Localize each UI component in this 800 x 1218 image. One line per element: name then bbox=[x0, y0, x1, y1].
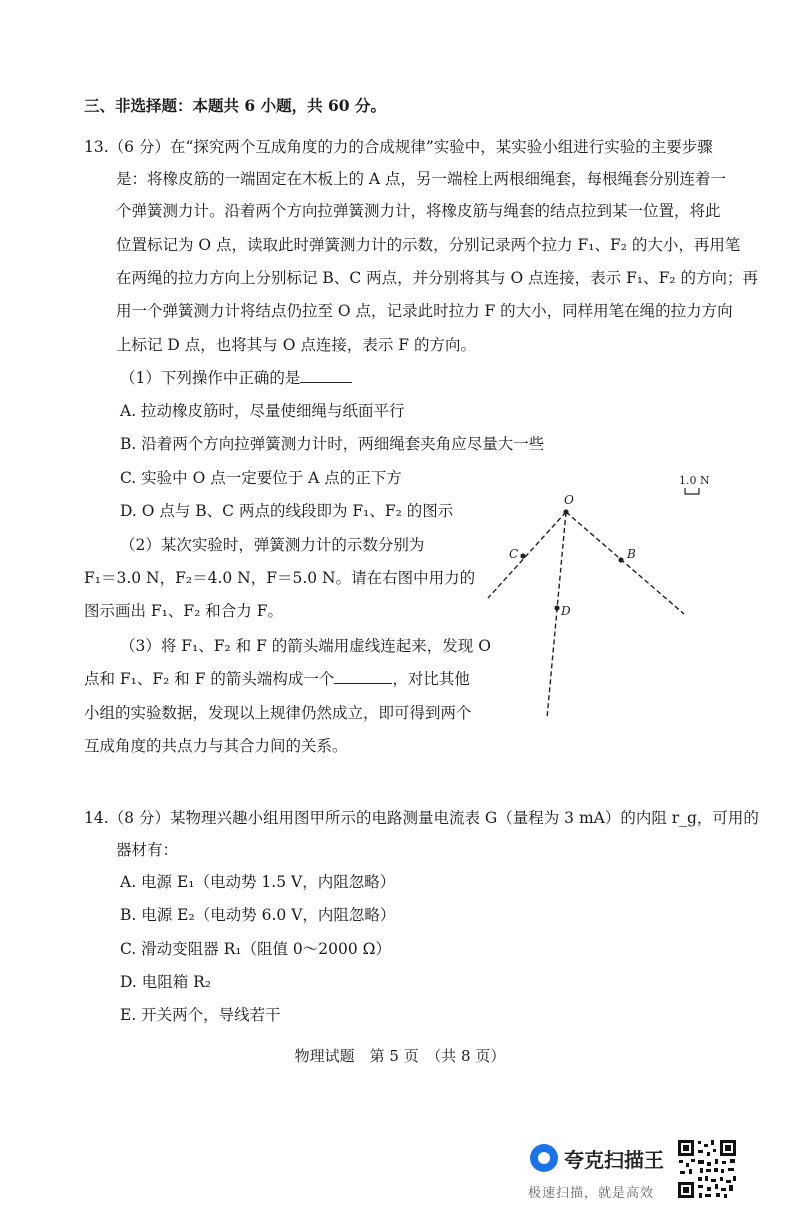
point-o bbox=[563, 509, 568, 514]
q13-stem-line: 位置标记为 O 点，读取此时弹簧测力计的示数，分别记录两个拉力 F₁、F₂ 的大小，再用笔 bbox=[116, 236, 741, 254]
q13-part3-text-end: ，对比其他 bbox=[392, 670, 470, 688]
q13-option: C. 实验中 O 点一定要位于 A 点的正下方 bbox=[120, 469, 402, 487]
point-d bbox=[554, 605, 559, 610]
q13-part3-text: 点和 F₁、F₂ 和 F 的箭头端构成一个 bbox=[84, 670, 335, 688]
q13-stem-line: 用一个弹簧测力计将结点仍拉至 O 点，记录此时拉力 F 的大小，同样用笔在绳的拉力方向 bbox=[116, 302, 733, 320]
q14-option: A. 电源 E₁（电动势 1.5 V，内阻忽略） bbox=[120, 873, 396, 891]
q13-part3-line bbox=[84, 669, 470, 689]
section-heading: 三、非选择题：本题共 6 小题，共 60 分。 bbox=[84, 96, 386, 115]
answer-blank bbox=[334, 669, 392, 684]
scale-bar bbox=[685, 488, 699, 494]
line-ob bbox=[566, 512, 684, 614]
q13-stem-line: 个弹簧测力计。沿着两个方向拉弹簧测力计，将橡皮筋与绳套的结点拉到某一位置，将此 bbox=[116, 202, 721, 220]
q13-part1-text: （1）下列操作中正确的是 bbox=[120, 369, 301, 387]
brand-name: 夸克扫描王 bbox=[564, 1148, 664, 1172]
point-b bbox=[618, 557, 623, 562]
q14-option: B. 电源 E₂（电动势 6.0 V，内阻忽略） bbox=[120, 906, 396, 924]
line-oc bbox=[488, 512, 566, 598]
q14-option: E. 开关两个，导线若干 bbox=[120, 1006, 281, 1024]
q13-option: D. O 点与 B、C 两点的线段即为 F₁、F₂ 的图示 bbox=[120, 502, 454, 520]
q13-part3-line: （3）将 F₁、F₂ 和 F 的箭头端用虚线连起来，发现 O bbox=[120, 637, 491, 655]
q13-stem-line: 上标记 D 点，也将其与 O 点连接，表示 F 的方向。 bbox=[116, 336, 476, 354]
point-c bbox=[520, 553, 525, 558]
q13-stem-line: 是：将橡皮筋的一端固定在木板上的 A 点，另一端栓上两根细绳套，每根绳套分别连着一 bbox=[116, 170, 727, 188]
q13-option: B. 沿着两个方向拉弹簧测力计时，两细绳套夹角应尽量大一些 bbox=[120, 435, 545, 453]
label-d: D bbox=[561, 604, 571, 618]
q13-part2-line: （2）某次实验时，弹簧测力计的示数分别为 bbox=[120, 536, 425, 554]
q13-part2-line: F₁＝3.0 N，F₂＝4.0 N，F＝5.0 N。请在右图中用力的 bbox=[84, 569, 476, 587]
brand-slogan: 极速扫描，就是高效 bbox=[528, 1186, 655, 1201]
q13-stem-line: 13.（6 分）在“探究两个互成角度的力的合成规律”实验中，某实验小组进行实验的主要步骤 bbox=[84, 138, 713, 156]
qr-code-icon bbox=[676, 1138, 738, 1200]
brand-logo-icon bbox=[530, 1144, 558, 1172]
answer-blank bbox=[300, 368, 352, 383]
q14-stem-line: 器材有： bbox=[116, 841, 179, 859]
q13-part2-line: 图示画出 F₁、F₂ 和合力 F。 bbox=[84, 602, 283, 620]
q13-part3-line: 互成角度的共点力与其合力间的关系。 bbox=[84, 737, 348, 755]
q13-part3-line: 小组的实验数据，发现以上规律仍然成立，即可得到两个 bbox=[84, 704, 472, 722]
q13-stem-line: 在两绳的拉力方向上分别标记 B、C 两点，并分别将其与 O 点连接，表示 F₁、F₂ 的方向；再 bbox=[116, 269, 758, 287]
q13-part1-prompt bbox=[120, 368, 352, 388]
label-b: B bbox=[627, 547, 636, 561]
scanner-watermark bbox=[522, 1138, 672, 1208]
label-c: C bbox=[509, 547, 519, 561]
q14-option: D. 电阻箱 R₂ bbox=[120, 973, 212, 991]
q13-option: A. 拉动橡皮筋时，尽量使细绳与纸面平行 bbox=[120, 402, 405, 420]
label-o: O bbox=[564, 493, 574, 507]
force-diagram bbox=[480, 470, 720, 730]
q14-option: C. 滑动变阻器 R₁（阻值 0～2000 Ω） bbox=[120, 940, 391, 958]
q14-stem-line: 14.（8 分）某物理兴趣小组用图甲所示的电路测量电流表 G（量程为 3 mA）的内阻 r_g，可用的 bbox=[84, 809, 759, 827]
scale-label: 1.0 N bbox=[679, 474, 710, 487]
page-footer: 物理试题 第 5 页 （共 8 页） bbox=[294, 1047, 506, 1065]
